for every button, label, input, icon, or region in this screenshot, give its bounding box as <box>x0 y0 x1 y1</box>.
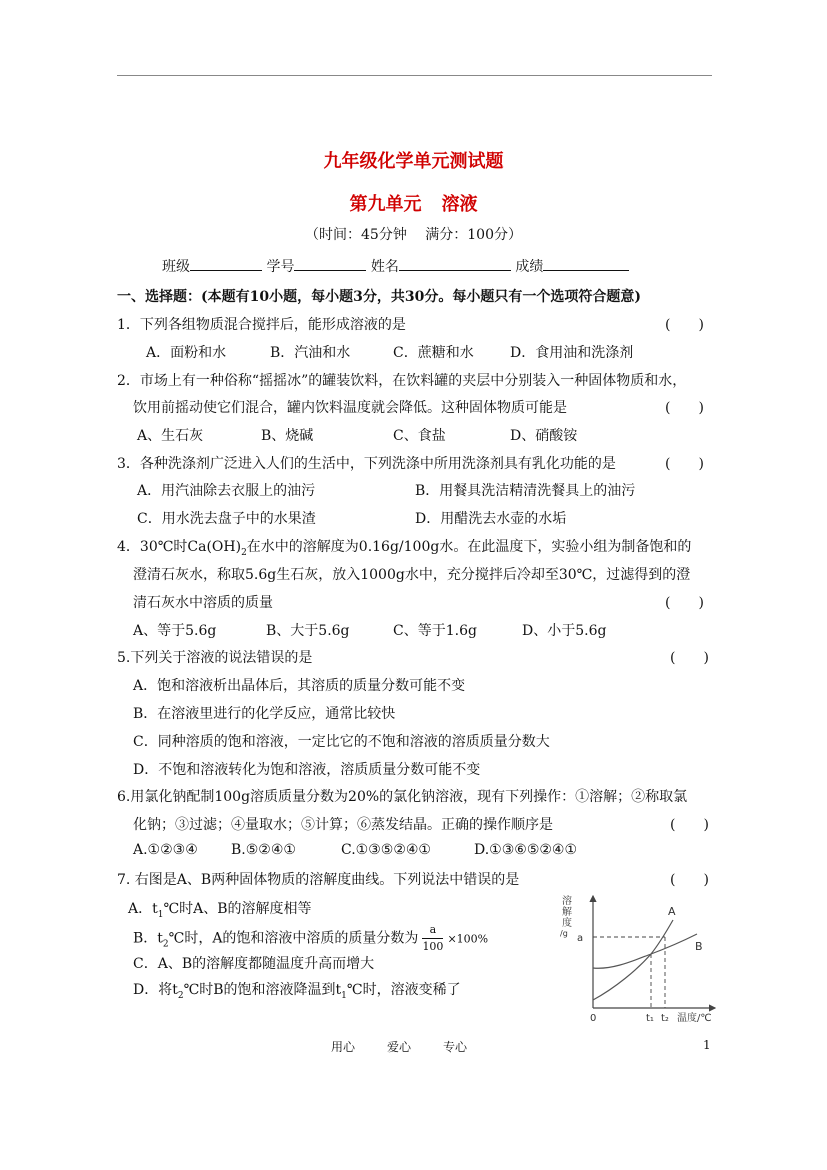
curve-a <box>593 920 673 1000</box>
q3-option-c: C．用水洗去盘子中的水果渣 <box>137 511 316 527</box>
q3-stem: 3．各种洗涤剂广泛进入人们的生活中，下列洗涤中所用洗涤剂具有乳化功能的是 <box>117 456 616 472</box>
page-title: 九年级化学单元测试题 <box>323 151 504 172</box>
q7-b-subscript: 2 <box>162 939 169 950</box>
q7-b-fraction <box>422 922 443 955</box>
q6-option-b: B.⑤②④① <box>231 842 296 858</box>
footer-motto-2: 爱心 <box>387 1040 412 1054</box>
a-tick-label: a <box>577 933 584 944</box>
q7-option-b <box>133 922 488 955</box>
number-label: 学号 <box>266 259 295 275</box>
q4-stem-subscript: 2 <box>241 547 247 558</box>
name-blank[interactable] <box>399 256 511 271</box>
q6-answer-paren[interactable]: ( ) <box>670 817 709 833</box>
q4-stem-line3: 清石灰水中溶质的质量 <box>133 595 273 611</box>
q3-option-a: A．用汽油除去衣服上的油污 <box>137 483 316 499</box>
q2-stem-line2: 饮用前摇动使它们混合，罐内饮料温度就会降低。这种固体物质可能是 <box>133 400 567 416</box>
q1-stem: 1．下列各组物质混合搅拌后，能形成溶液的是 <box>117 317 406 333</box>
section-heading: 一、选择题：(本题有10小题，每小题3分，共30分。每小题只有一个选项符合题意) <box>117 289 641 305</box>
q1-option-d: D．食用油和洗涤剂 <box>510 345 634 361</box>
origin-label: 0 <box>590 1013 597 1024</box>
q7-a-prefix: A．t <box>128 901 158 917</box>
q7-d-subscript: 2 <box>177 990 184 1001</box>
class-label: 班级 <box>162 259 190 275</box>
q2-answer-paren[interactable]: ( ) <box>665 400 704 416</box>
unit-title <box>0 190 827 216</box>
score-label: 成绩 <box>515 259 544 275</box>
q4-stem-line1 <box>117 536 691 558</box>
q5-option-d: D．不饱和溶液转化为饱和溶液，溶质质量分数可能不变 <box>133 762 481 778</box>
number-blank[interactable] <box>294 256 366 271</box>
q7-d-suffix: ℃时，溶液变稀了 <box>346 982 461 998</box>
q7-answer-paren[interactable]: ( ) <box>670 872 709 888</box>
y-axis-label-4: /g <box>560 929 568 938</box>
q6-stem-line1: 6.用氯化钠配制100g溶质质量分数为20%的氯化钠溶液，现有下列操作：①溶解；②称取氯 <box>117 789 688 805</box>
q5-answer-paren[interactable]: ( ) <box>670 650 709 666</box>
student-info-blanks <box>162 256 629 276</box>
y-axis-label-3: 度 <box>562 918 572 929</box>
q4-stem-part2: 在水中的溶解度为0.16g/100g水。在此温度下，实验小组为制备饱和的 <box>246 539 692 555</box>
q3-option-d: D．用醋洗去水壶的水垢 <box>415 511 567 527</box>
y-axis-label-1: 溶 <box>562 896 572 907</box>
t1-tick-label: t₁ <box>646 1013 654 1024</box>
q4-option-a: A、等于5.6g <box>133 623 217 639</box>
q7-d-subscript2: 1 <box>341 990 347 1001</box>
footer-motto-1: 用心 <box>331 1040 356 1054</box>
fraction-numerator: a <box>422 922 443 939</box>
class-blank[interactable] <box>190 256 262 271</box>
q4-stem-line2: 澄清石灰水，称取5.6g生石灰，放入1000g水中，充分搅拌后冷却至30℃，过滤得到的澄 <box>133 567 691 583</box>
q7-b-prefix: B．t <box>133 930 163 947</box>
q7-option-d <box>133 979 461 1001</box>
q6-option-d: D.①③⑥⑤②④① <box>474 842 578 858</box>
x-axis-label: 温度/℃ <box>677 1013 712 1024</box>
q4-answer-paren[interactable]: ( ) <box>665 595 704 611</box>
q2-option-d: D、硝酸铵 <box>510 428 578 444</box>
q5-stem: 5.下列关于溶液的说法错误的是 <box>117 650 313 666</box>
q6-option-a: A.①②③④ <box>133 842 198 858</box>
q7-a-text: ℃时A、B的溶解度相等 <box>163 901 312 917</box>
fraction-denominator: 100 <box>422 940 444 953</box>
page-number: 1 <box>703 1038 711 1052</box>
q3-option-b: B．用餐具洗洁精清洗餐具上的油污 <box>415 483 636 499</box>
q5-option-a: A．饱和溶液析出晶体后，其溶质的质量分数可能不变 <box>133 678 466 694</box>
q1-option-b: B．汽油和水 <box>270 345 351 361</box>
footer-motto-3: 专心 <box>443 1040 468 1054</box>
unit-name: 溶液 <box>441 194 478 215</box>
name-label: 姓名 <box>370 259 399 275</box>
y-axis-label-2: 解 <box>562 907 572 918</box>
q4-option-c: C、等于1.6g <box>393 623 477 639</box>
q4-stem-part1: 4．30℃时Ca(OH) <box>117 539 242 555</box>
q7-b-text: ℃时，A的饱和溶液中溶质的质量分数为 <box>168 930 419 947</box>
q2-option-b: B、烧碱 <box>261 428 314 444</box>
q7-stem: 7. 右图是A、B两种固体物质的溶解度曲线。下列说法中错误的是 <box>117 872 520 888</box>
q7-option-a <box>128 898 312 920</box>
q1-option-c: C．蔗糖和水 <box>393 345 474 361</box>
t2-tick-label: t₂ <box>661 1013 669 1024</box>
q2-option-a: A、生石灰 <box>137 428 204 444</box>
unit-label: 第九单元 <box>349 194 422 215</box>
q6-option-c: C.①③⑤②④① <box>341 842 431 858</box>
q5-option-c: C．同种溶质的饱和溶液，一定比它的不饱和溶液的溶质质量分数大 <box>133 734 550 750</box>
q7-d-text: ℃时B的饱和溶液降温到t <box>183 982 342 998</box>
q3-answer-paren[interactable]: ( ) <box>665 456 704 472</box>
q2-option-c: C、食盐 <box>393 428 446 444</box>
q4-option-b: B、大于5.6g <box>266 623 350 639</box>
exam-info: （时间：45分钟 满分：100分） <box>305 227 522 243</box>
q6-stem-line2: 化钠；③过滤；④量取水；⑤计算；⑥蒸发结晶。正确的操作顺序是 <box>133 817 553 833</box>
q5-option-b: B．在溶液里进行的化学反应，通常比较快 <box>133 706 396 722</box>
q7-option-c: C．A、B的溶解度都随温度升高而增大 <box>133 956 375 972</box>
solubility-curve-diagram <box>555 888 725 1028</box>
q4-option-d: D、小于5.6g <box>522 623 607 639</box>
curve-a-label: A <box>668 905 676 918</box>
q2-stem-line1: 2．市场上有一种俗称“摇摇冰”的罐装饮料，在饮料罐的夹层中分别装入一种固体物质和水， <box>117 373 687 389</box>
header-rule <box>117 75 712 76</box>
curve-b <box>593 934 697 968</box>
q7-d-prefix: D．将t <box>133 982 178 998</box>
q7-b-suffix: ×100% <box>447 932 489 946</box>
score-blank[interactable] <box>543 256 629 271</box>
q7-a-subscript: 1 <box>157 909 164 920</box>
q1-option-a: A．面粉和水 <box>146 345 227 361</box>
curve-b-label: B <box>695 940 703 953</box>
q1-answer-paren[interactable]: ( ) <box>665 317 704 333</box>
